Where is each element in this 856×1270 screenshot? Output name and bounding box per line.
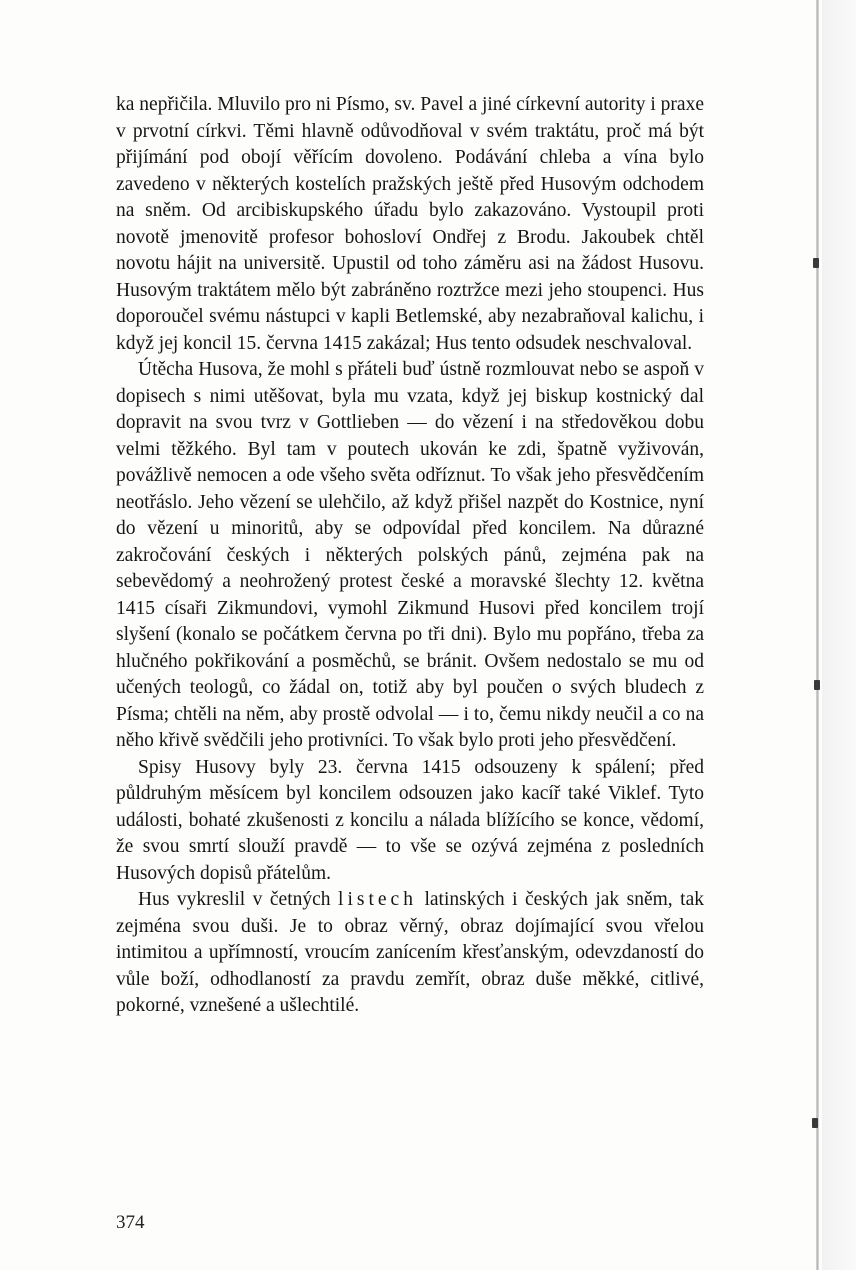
binding-shadow (822, 0, 856, 1270)
paragraph: Spisy Husovy byly 23. června 1415 odsouzeny k spálení; před půldruhým měsícem byl koncilem odsouzen jako kacíř také Viklef. Tyto události, bohaté zkušenosti z koncilu a nálada blížícího se konce, vědomí, že svou smrtí slouží pravdě — to vše se ozývá zejména z posledních Husových dopisů přátelům. (116, 756, 704, 884)
paragraph-text: latinských i českých jak sněm, tak zejména svou duši. Je to obraz věrný, obraz dojímající svou vřelou intimitou a upřímností, vroucím zanícením křesťanským, odevzdaností do vůle boží, odhodlaností za pravdu zemřít, obraz duše měkké, citlivé, pokorné, vznešené a ušlechtilé. (116, 889, 704, 1016)
paragraph (116, 887, 704, 1020)
paragraph-text: Hus vykreslil v četných (138, 889, 339, 910)
paragraph: Útěcha Husova, že mohl s přáteli buď ústně rozmlouvat nebo se aspoň v dopisech s nimi utěšovat, byla mu vzata, když jej biskup kostnický dal dopravit na svou tvrz v Gottlieben — do vězení i na středověkou dobu velmi těžkého. Byl tam v poutech ukován ke zdi, špatně vyživován, povážlivě nemocen a ode všeho světa odříznut. To však jeho přesvědčením neotřáslo. Jeho vězení se ulehčilo, až když přišel nazpět do Kostnice, nyní do vězení u minoritů, aby se odpovídal před koncilem. Na důrazné zakročování českých i některých polských pánů, zejména pak na sebevědomý a neohrožený protest české a moravské šlechty 12. května 1415 císaři Zikmundovi, vymohl Zikmund Husovi před koncilem trojí slyšení (konalo se počátkem června po tři dni). Bylo mu popřáno, třeba za hlučného pokřikování a posměchů, se bránit. Ovšem nedostalo se mu od učených teologů, co žádal on, totiž aby byl poučen o svých bludech z Písma; chtěli na něm, aby prostě odvolal — i to, čemu nikdy neučil a co na něho křivě svědčili jeho protivníci. To však bylo proti jeho přesvědčení. (116, 359, 704, 751)
body-text (116, 92, 704, 1020)
emphasized-word: listech (338, 889, 417, 910)
page-number: 374 (116, 1212, 145, 1233)
binding-edge (816, 0, 819, 1270)
binding-mark (812, 1118, 818, 1128)
binding-mark (813, 258, 819, 268)
binding-mark (814, 680, 820, 690)
paragraph: ka nepřičila. Mluvilo pro ni Písmo, sv. Pavel a jiné církevní autority i praxe v prvotní církvi. Těmi hlavně odůvodňoval v svém traktátu, proč má být přijímání pod obojí věřícím dovoleno. Podávání chleba a vína bylo zavedeno v některých kostelích pražských ještě před Husovým odchodem na sněm. Od arcibiskupského úřadu bylo zakazováno. Vystoupil proti novotě jmenovitě profesor bohosloví Ondřej z Brodu. Jakoubek chtěl novotu hájit na universitě. Upustil od toho záměru asi na žádost Husovu. Husovým traktátem mělo být zabráněno roztržce mezi jeho stoupenci. Hus doporoučel svému nástupci v kapli Betlemské, aby nezabraňoval kalichu, i když jej koncil 15. června 1415 zakázal; Hus tento odsudek neschvaloval. (116, 94, 704, 354)
